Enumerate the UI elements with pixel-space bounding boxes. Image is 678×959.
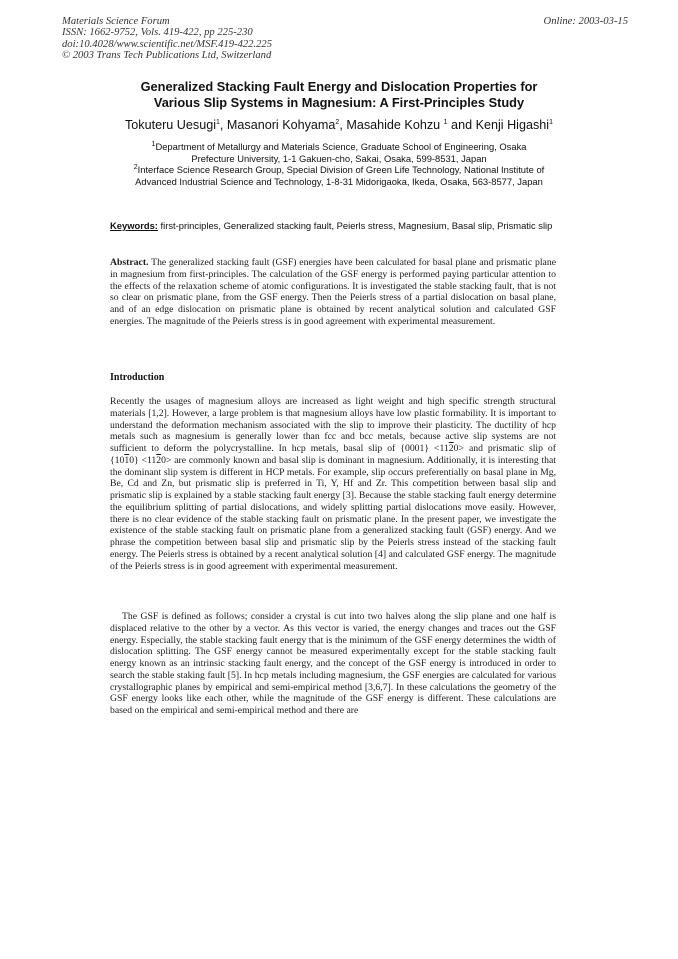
math-text: 0> bbox=[161, 454, 172, 466]
math-text: {0001} bbox=[400, 443, 430, 454]
math-text: 0} bbox=[129, 454, 139, 466]
author-name: Kenji Higashi bbox=[475, 118, 550, 132]
abstract-text: The generalized stacking fault (GSF) energies have been calculated for basal plane and prismatic plane in magnesium from first-principles. The calculation of the GSF energy is performed paying particular attention to the effects of the relaxation scheme of atomic configurations. It is investigated the stable stacking fault, that is not so clear on prismatic plane, from the GSF energy. Then the Peierls stress of a partial dislocation on basal plane, and of an edge dislocation on prismatic plane is obtained by recent analytical solution and calculated GSF energies. The magnitude of the Peierls stress is in good agreement with experimental measurement. bbox=[110, 257, 556, 327]
basal-plane-notation bbox=[400, 443, 464, 454]
affiliation-line: Prefecture University, 1-1 Gakuen-cho, Sakai, Osaka, 599-8531, Japan bbox=[191, 152, 487, 164]
math-text: <11 bbox=[434, 443, 449, 454]
paragraph-text: and prismatic slip of bbox=[463, 443, 556, 454]
math-overbar: 2 bbox=[448, 443, 454, 454]
affiliation-line: Interface Science Research Group, Special Division of Green Life Technology, National Institute of bbox=[137, 164, 545, 175]
math-text: {10 bbox=[110, 454, 125, 466]
math-text: 0> bbox=[453, 443, 464, 454]
author-sep: , bbox=[339, 118, 347, 132]
copyright-line: © 2003 Trans Tech Publications Ltd, Switzerland bbox=[62, 50, 272, 62]
affiliation-line: Advanced Industrial Science and Technology, 1-8-31 Midorigaoka, Ikeda, Osaka, 563-8577, Japan bbox=[135, 175, 543, 187]
math-overbar: 2 bbox=[156, 454, 162, 466]
affiliation-1 bbox=[60, 141, 618, 164]
keywords-text: first-principles, Generalized stacking fault, Peierls stress, Magnesium, Basal slip, Prismatic slip bbox=[157, 220, 553, 231]
issn-line: ISSN: 1662-9752, Vols. 419-422, pp 225-230 bbox=[62, 27, 253, 39]
author-name: Masanori Kohyama bbox=[226, 118, 336, 132]
affiliation-2 bbox=[60, 164, 618, 187]
journal-name: Materials Science Forum bbox=[62, 16, 170, 27]
keywords-label: Keywords: bbox=[110, 220, 158, 231]
title-line-1: Generalized Stacking Fault Energy and Dislocation Properties for bbox=[140, 79, 538, 94]
doi-line: doi:10.4028/www.scientific.net/MSF.419-422.225 bbox=[62, 38, 272, 50]
author-sep: and bbox=[447, 118, 476, 132]
author-name: Tokuteru Uesugi bbox=[125, 118, 217, 132]
author-name: Masahide Kohzu bbox=[346, 118, 444, 132]
paper-title bbox=[60, 79, 618, 110]
abstract-label: Abstract. bbox=[110, 257, 149, 268]
intro-paragraph-2: The GSF is defined as follows; consider a crystal is cut into two halves along the slip plane and one half is displaced relative to the other by a vector. As this vector is varied, the energy changes and traces out the GSF energy. Especially, the stable stacking fault energy that is the minimum of the GSF energy determines the width of dislocation splitting. The GSF energy cannot be measured experimentally except for the stable stacking fault energy known as an intrinsic stacking fault energy, and the concept of the GSF energy is introduced in order to search the stable staking fault [5]. In hcp metals including magnesium, the GSF energies are calculated for various crystallographic planes by empirical and semi-empirical method [3,6,7]. In these calculations the geometry of the GSF energy looks like each other, while the magnitude of the GSF energy is different. These calculations are based on the empirical and semi-empirical method and there are bbox=[110, 611, 556, 716]
running-header bbox=[62, 16, 272, 62]
title-line-2: Various Slip Systems in Magnesium: A First-Principles Study bbox=[153, 94, 525, 110]
affiliation-sup: 2 bbox=[133, 163, 138, 171]
author-list bbox=[60, 117, 618, 133]
affiliation-line: Department of Metallurgy and Materials Science, Graduate School of Engineering, Osaka bbox=[155, 141, 527, 152]
math-text: <11 bbox=[141, 454, 157, 466]
prismatic-plane-notation bbox=[110, 455, 171, 466]
author-sup: 1 bbox=[443, 118, 448, 126]
keywords-block bbox=[110, 220, 556, 232]
affiliation-sup: 1 bbox=[151, 140, 156, 148]
author-sup: 1 bbox=[216, 118, 220, 126]
author-sup: 1 bbox=[549, 118, 553, 126]
abstract-paragraph bbox=[110, 257, 556, 328]
paragraph-text: are commonly known and basal slip is dominant in magnesium. Additionally, it is interesting that the dominant slip system is different in HCP metals. For example, slip occurs preferentially on basal plane in Mg, Be, Cd and Zn, but prismatic slip is preferred in Ti, Y, Hf and Zr. This competition between basal slip and prismatic slip is explained by a stable stacking fault energy [3]. Because the stable stacking fault energy determine the equilibrium splitting of partial dislocations, and widely splitting partial dislocations move easily. However, there is no clear evidence of the stable stacking fault on prismatic plane. In the present paper, we investigate the existence of the stable stacking fault on prismatic plane from a generalized stacking fault (GSF) energy. And we phrase the competition between basal slip and prismatic slip by the Peierls stress instead of the stacking fault energy. The Peierls stress is obtained by a recent analytical solution [4] and calculated GSF energy. The magnitude of the Peierls stress is in good agreement with experimental measurement. bbox=[110, 454, 556, 572]
paragraph-text: Recently the usages of magnesium alloys are increased as light weight and high specific strength structural materials [1,2]. However, a large problem is that magnesium alloys have low plastic formability. It is important to understand the deformation mechanism associated with the slip to improve their plasticity. The ductility of hcp metals such as magnesium is generally lower than fcc and bcc metals, because active slip systems are not sufficient to deform the polycrystalline. In hcp metals, basal slip of bbox=[110, 396, 556, 454]
author-sup: 2 bbox=[335, 118, 340, 126]
section-heading-introduction: Introduction bbox=[110, 372, 165, 383]
online-date: Online: 2003-03-15 bbox=[543, 16, 628, 27]
author-sep: , bbox=[219, 118, 227, 132]
intro-paragraph-1 bbox=[110, 396, 556, 572]
math-overbar: 1 bbox=[124, 454, 130, 466]
